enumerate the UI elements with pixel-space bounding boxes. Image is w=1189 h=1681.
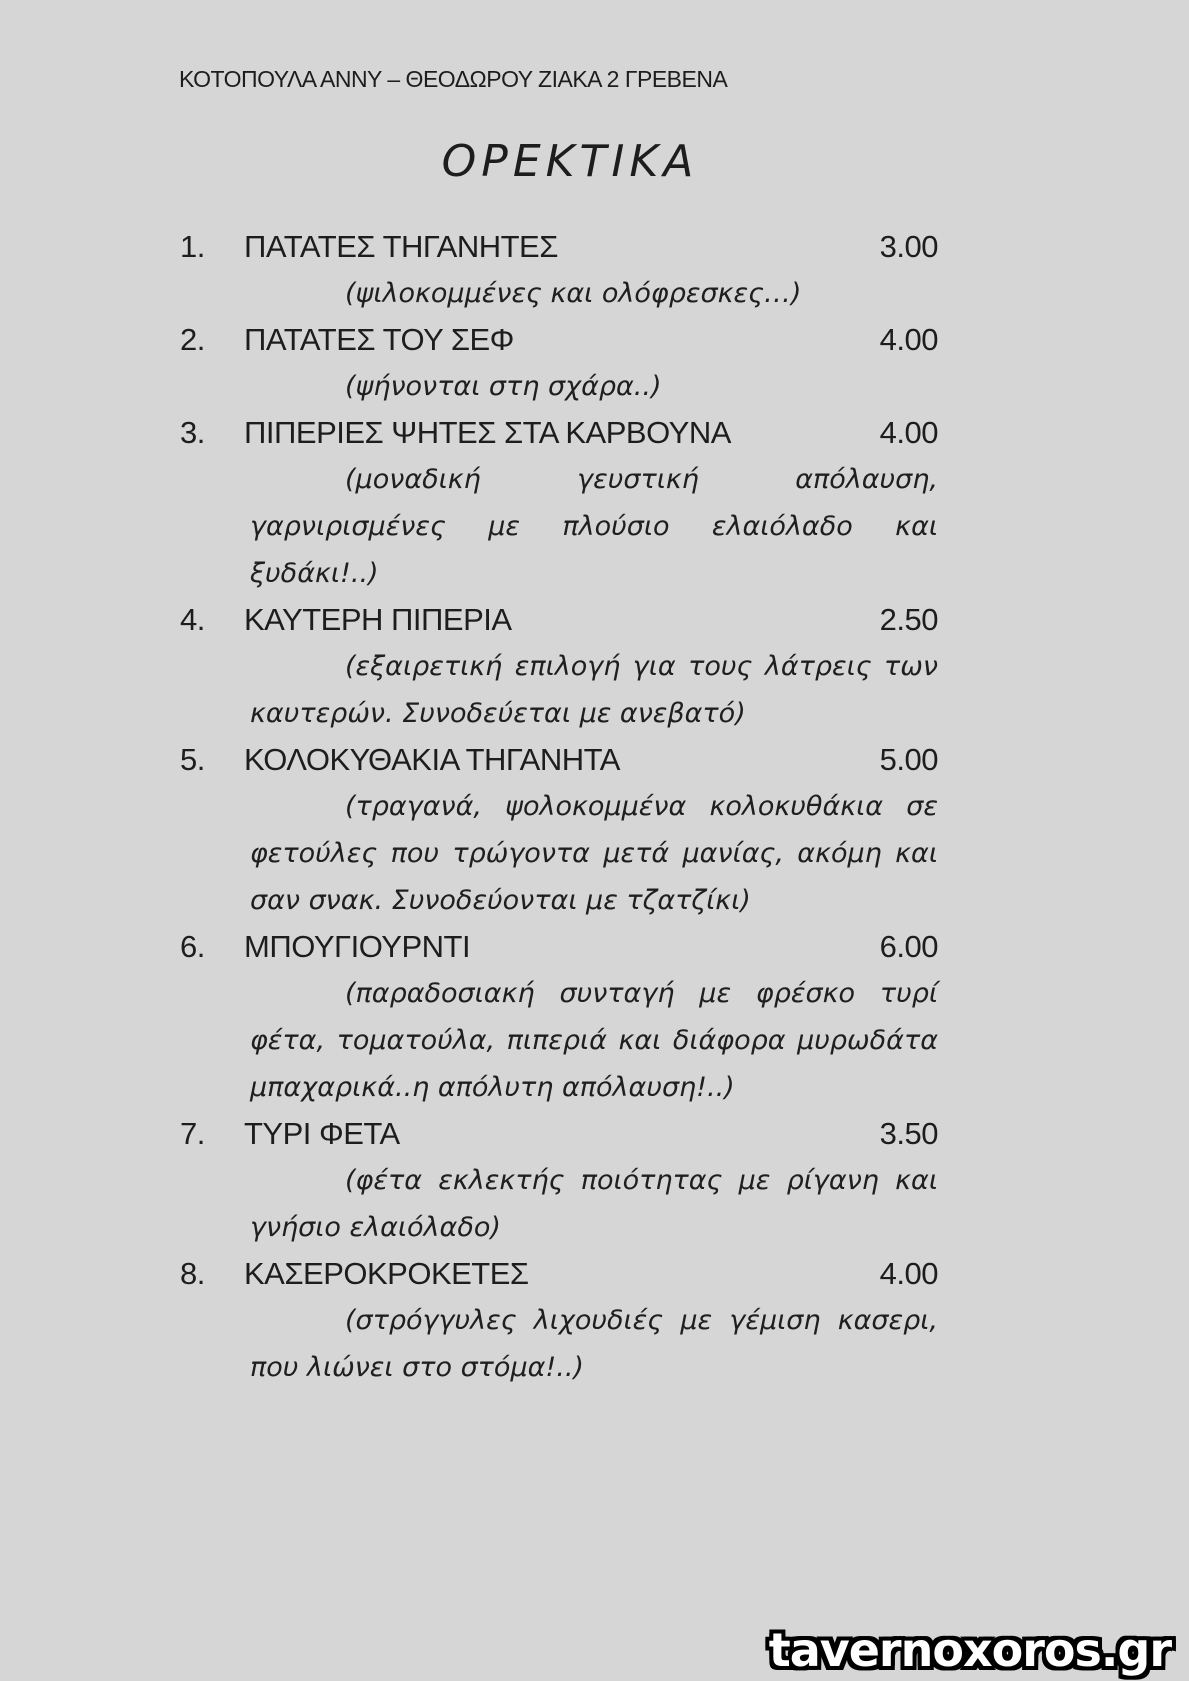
item-price: 4.00 — [879, 415, 938, 450]
item-number: 6. — [180, 929, 205, 964]
menu-item — [180, 1251, 938, 1391]
item-number: 2. — [180, 322, 205, 357]
item-price: 4.00 — [879, 322, 938, 357]
item-description: (φέτα εκλεκτής ποιότητας με ρίγανη και γνήσιο ελαιόλαδο) — [250, 1165, 938, 1243]
menu-item-row — [180, 1251, 938, 1297]
menu-item — [180, 224, 938, 317]
item-number: 3. — [180, 415, 205, 450]
menu-item-list — [180, 224, 938, 1391]
item-number: 8. — [180, 1256, 205, 1291]
item-price: 6.00 — [879, 929, 938, 964]
item-name: ΜΠΟΥΓΙΟΥΡΝΤΙ — [244, 929, 471, 964]
menu-item-row — [180, 737, 938, 783]
menu-item — [180, 597, 938, 737]
item-name: ΤΥΡΙ ΦΕΤΑ — [244, 1116, 400, 1151]
restaurant-header: ΚΟΤΟΠΟΥΛΑ ΑΝΝΥ – ΘΕΟΔΩΡΟΥ ΖΙΑΚΑ 2 ΓΡΕΒΕΝΑ — [179, 66, 728, 92]
item-description: (μοναδική γευστική απόλαυση, γαρνιρισμένες με πλούσιο ελαιόλαδο και ξυδάκι!..) — [250, 464, 938, 589]
item-description: (ψήνονται στη σχάρα..) — [345, 371, 662, 402]
item-name: ΠΑΤΑΤΕΣ ΤΗΓΑΝΗΤΕΣ — [244, 229, 558, 264]
menu-item-row — [180, 224, 938, 270]
menu-item-row — [180, 597, 938, 643]
menu-item-row — [180, 1111, 938, 1157]
menu-item — [180, 1111, 938, 1251]
item-price: 4.00 — [879, 1256, 938, 1291]
item-number: 1. — [180, 229, 205, 264]
menu-item — [180, 410, 938, 597]
menu-item-row — [180, 924, 938, 970]
item-description: (στρόγγυλες λιχουδιές με γέμιση κασερι, που λιώνει στο στόμα!..) — [250, 1305, 938, 1383]
item-number: 5. — [180, 742, 205, 777]
item-name: ΠΙΠΕΡΙΕΣ ΨΗΤΕΣ ΣΤΑ ΚΑΡΒΟΥΝΑ — [244, 415, 731, 450]
item-number: 7. — [180, 1116, 205, 1151]
item-name: ΚΑΥΤΕΡΗ ΠΙΠΕΡΙΑ — [244, 602, 512, 637]
item-description: (τραγανά, ψολοκομμένα κολοκυθάκια σε φετούλες που τρώγοντα μετά μανίας, ακόμη και σαν σνακ. Συνοδεύονται με τζατζίκι) — [250, 791, 938, 916]
menu-item-row — [180, 317, 938, 363]
section-title-appetizers: ΟΡΕΚΤΙΚΑ — [441, 136, 699, 187]
item-price: 3.50 — [879, 1116, 938, 1151]
item-number: 4. — [180, 602, 205, 637]
item-description: (παραδοσιακή συνταγή με φρέσκο τυρί φέτα, τοματούλα, πιπεριά και διάφορα μυρωδάτα μπαχαρικά..η απόλυτη απόλαυση!..) — [250, 978, 938, 1103]
item-price: 2.50 — [879, 602, 938, 637]
item-description: (ψιλοκομμένες και ολόφρεσκες…) — [345, 278, 802, 309]
item-price: 5.00 — [879, 742, 938, 777]
menu-item — [180, 737, 938, 924]
menu-item-row — [180, 410, 938, 456]
item-description: (εξαιρετική επιλογή για τους λάτρεις των καυτερών. Συνοδεύεται με ανεβατό) — [250, 651, 938, 729]
menu-item — [180, 924, 938, 1111]
item-name: ΠΑΤΑΤΕΣ ΤΟΥ ΣΕΦ — [244, 322, 514, 357]
item-name: ΚΟΛΟΚΥΘΑΚΙΑ ΤΗΓΑΝΗΤΑ — [244, 742, 620, 777]
item-price: 3.00 — [879, 229, 938, 264]
item-name: ΚΑΣΕΡΟΚΡΟΚΕΤΕΣ — [244, 1256, 529, 1291]
menu-item — [180, 317, 938, 410]
watermark-site-name: tavernoxoros.gr — [768, 1623, 1171, 1677]
